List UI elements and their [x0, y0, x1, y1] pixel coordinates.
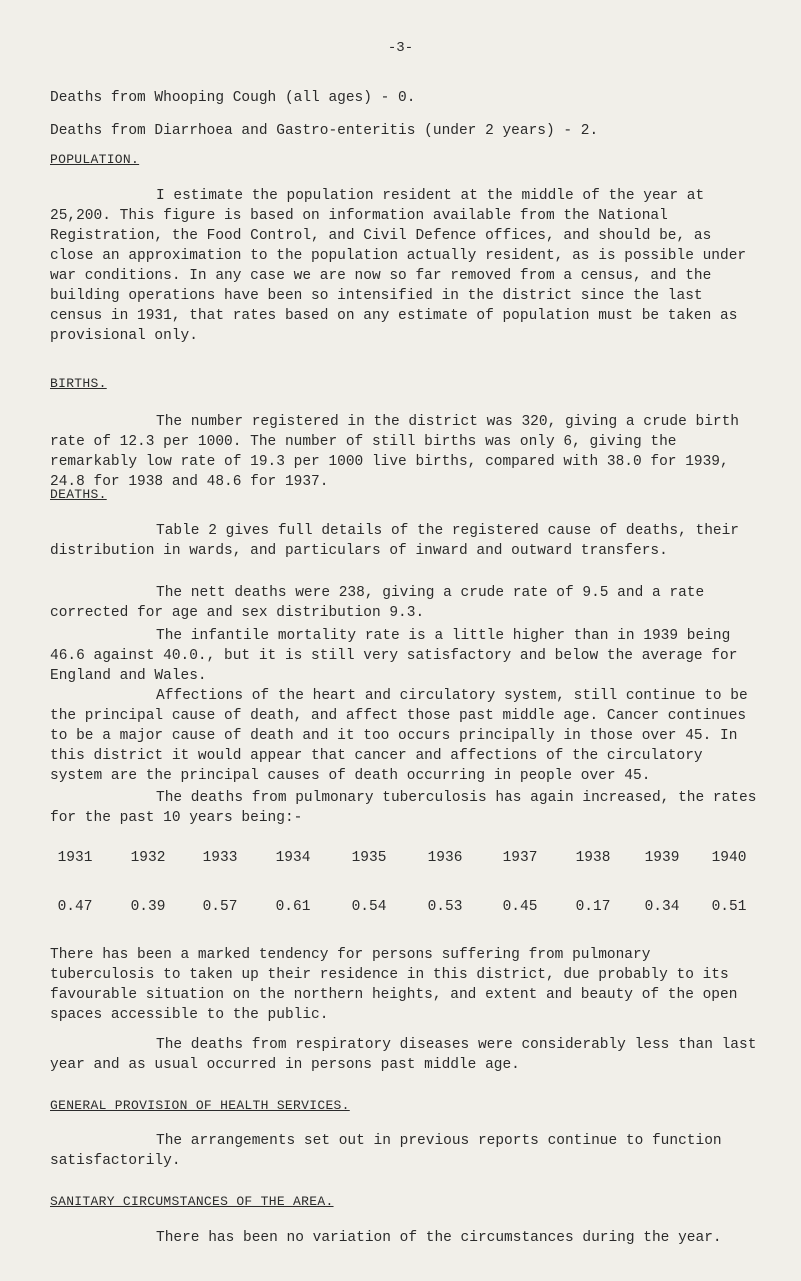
tb-year-cell: 1937: [502, 850, 538, 866]
tb-rate-cell: 0.45: [502, 899, 538, 915]
births-heading: BIRTHS.: [50, 376, 107, 391]
tb-year-cell: 1932: [130, 850, 166, 866]
deaths-heading: DEATHS.: [50, 487, 107, 502]
tb-year-cell: 1936: [427, 850, 463, 866]
tb-rate-cell: 0.61: [275, 899, 311, 915]
deaths-paragraph-heart: Affections of the heart and circulatory system, still continue to be the principal cause of death, and affect those past middle age. Cancer continues to be a major cause of death and it too occurs principally in those over 45. In this district it would appear that cancer and affections of the circulatory system are the principal causes of death occurring in people over 45.: [50, 688, 748, 784]
tb-year-cell: 1931: [57, 850, 93, 866]
tb-rate-cell: 0.53: [427, 899, 463, 915]
page-number: -3-: [387, 40, 414, 56]
tb-rate-cell: 0.34: [644, 899, 680, 915]
deaths-paragraph-respiratory: The deaths from respiratory diseases were considerably less than last year and as usual occurred in persons past middle age.: [50, 1037, 757, 1073]
tb-year-cell: 1938: [575, 850, 611, 866]
tb-years-row: [0, 850, 801, 870]
deaths-paragraph-table2: Table 2 gives full details of the registered cause of deaths, their distribution in wards, and particulars of inward and outward transfers.: [50, 523, 739, 559]
deaths-paragraph-tb-residence: There has been a marked tendency for persons suffering from pulmonary tuberculosis to taken up their residence in this district, due probably to its favourable situation on the northern heights, and extent and beauty of the open spaces accessible to the public.: [50, 947, 738, 1023]
sanitary-paragraph: There has been no variation of the circumstances during the year.: [156, 1230, 722, 1246]
population-paragraph: I estimate the population resident at the middle of the year at 25,200. This figure is based on information available from the National Registration, the Food Control, and Civil Defence offices, and should be, as close an approximation to the population actually resident, as is possible under war conditions. In any case we are now so far removed from a census, and the building operations have been so intensified in the district since the last census in 1931, that rates based on any estimate of population must be taken as provisional only.: [50, 188, 747, 344]
tb-year-cell: 1940: [711, 850, 747, 866]
tb-rate-cell: 0.39: [130, 899, 166, 915]
deaths-paragraph-tuberculosis: The deaths from pulmonary tuberculosis has again increased, the rates for the past 10 years being:-: [50, 790, 757, 826]
tb-rate-cell: 0.47: [57, 899, 93, 915]
tb-year-cell: 1934: [275, 850, 311, 866]
sanitary-heading: SANITARY CIRCUMSTANCES OF THE AREA.: [50, 1194, 334, 1209]
tb-year-cell: 1935: [351, 850, 387, 866]
deaths-paragraph-nett: The nett deaths were 238, giving a crude rate of 9.5 and a rate corrected for age and sex distribution 9.3.: [50, 585, 705, 621]
tb-year-cell: 1939: [644, 850, 680, 866]
tb-year-cell: 1933: [202, 850, 238, 866]
whooping-cough-line: Deaths from Whooping Cough (all ages) - 0.: [50, 90, 416, 106]
births-paragraph: The number registered in the district was 320, giving a crude birth rate of 12.3 per 1000. The number of still births was only 6, giving the remarkably low rate of 19.3 per 1000 live births, compared with 38.0 for 1939, 24.8 for 1938 and 48.6 for 1937.: [50, 414, 739, 490]
deaths-paragraph-infantile: The infantile mortality rate is a little higher than in 1939 being 46.6 against 40.0., but it is still very satisfactory and below the average for England and Wales.: [50, 628, 738, 684]
diarrhoea-line: Deaths from Diarrhoea and Gastro-enteritis (under 2 years) - 2.: [50, 123, 599, 139]
tb-rates-row: [0, 899, 801, 919]
tb-rate-cell: 0.57: [202, 899, 238, 915]
tb-rate-cell: 0.54: [351, 899, 387, 915]
general-provision-heading: GENERAL PROVISION OF HEALTH SERVICES.: [50, 1098, 350, 1113]
population-heading: POPULATION.: [50, 152, 140, 167]
tb-rate-cell: 0.51: [711, 899, 747, 915]
tb-rate-cell: 0.17: [575, 899, 611, 915]
general-provision-paragraph: The arrangements set out in previous reports continue to function satisfactorily.: [50, 1133, 722, 1169]
